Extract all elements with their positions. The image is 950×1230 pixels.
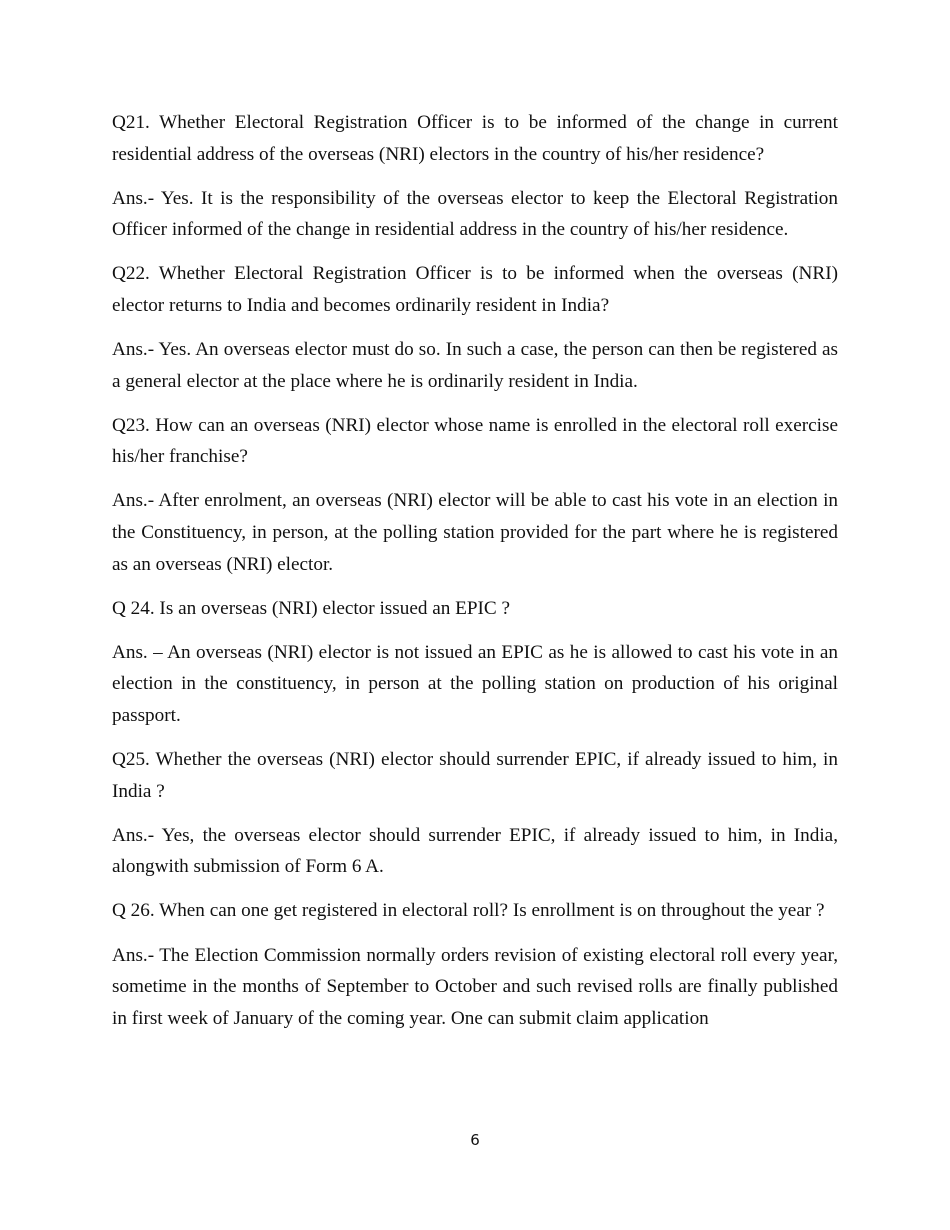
- answer-q25: Ans.- Yes, the overseas elector should surrender EPIC, if already issued to him, in India, alongwith submission of Form 6 A.: [112, 824, 838, 878]
- question-q25: Q25. Whether the overseas (NRI) elector should surrender EPIC, if already issued to him, in India ?: [112, 749, 838, 802]
- answer-q22: Ans.- Yes. An overseas elector must do so. In such a case, the person can then be registered as a general elector at the place where he is ordinarily resident in India.: [112, 339, 838, 392]
- question-q21: Q21. Whether Electoral Registration Officer is to be informed of the change in current residential address of the overseas (NRI) electors in the country of his/her residence?: [112, 112, 838, 165]
- answer-q21: Ans.- Yes. It is the responsibility of the overseas elector to keep the Electoral Registration Officer informed of the change in residential address in the country of his/her residence.: [112, 187, 838, 241]
- answer-q26: Ans.- The Election Commission normally orders revision of existing electoral roll every year, sometime in the months of September to October and such revised rolls are finally published in first week of January of the coming year. One can submit claim application: [112, 944, 838, 1029]
- question-q22: Q22. Whether Electoral Registration Officer is to be informed when the overseas (NRI) elector returns to India and becomes ordinarily resident in India?: [112, 263, 838, 316]
- question-q23: Q23. How can an overseas (NRI) elector whose name is enrolled in the electoral roll exercise his/her franchise?: [112, 414, 838, 468]
- page-number: 6: [470, 1131, 480, 1149]
- question-q24: Q 24. Is an overseas (NRI) elector issued an EPIC ?: [112, 597, 511, 619]
- answer-q24: Ans. – An overseas (NRI) elector is not issued an EPIC as he is allowed to cast his vote in an election in the constituency, in person at the polling station on production of his original passport.: [112, 641, 838, 726]
- answer-q23: Ans.- After enrolment, an overseas (NRI) elector will be able to cast his vote in an election in the Constituency, in person, at the polling station provided for the part where he is registered as an overseas (NRI) elector.: [112, 490, 838, 575]
- question-q26: Q 26. When can one get registered in electoral roll? Is enrollment is on throughout the year ?: [112, 900, 825, 922]
- document-body: [112, 107, 838, 1047]
